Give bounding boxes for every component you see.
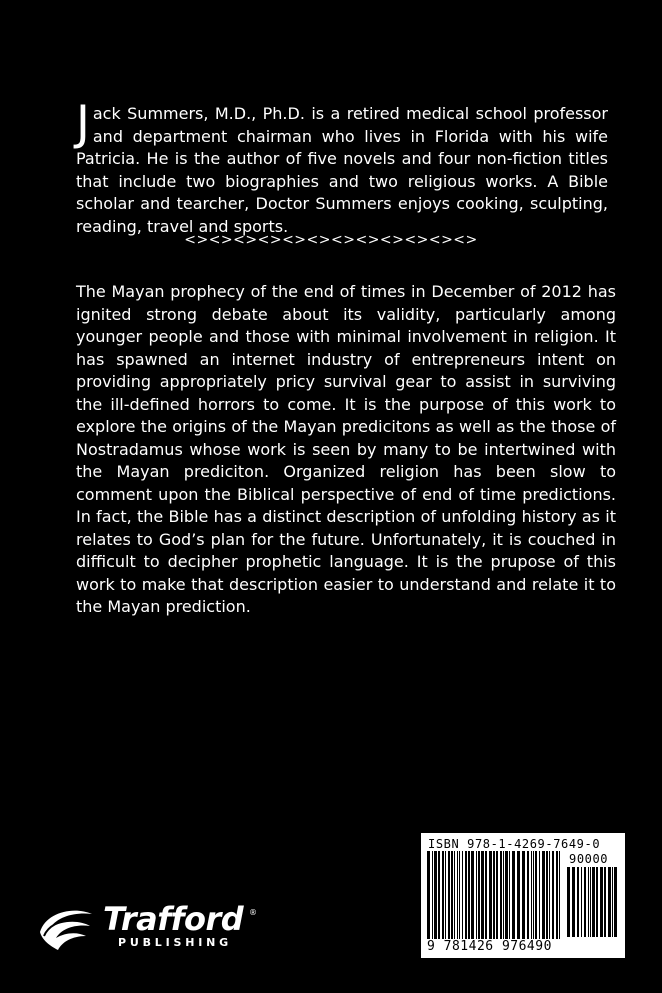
barcode-bar [577, 867, 579, 937]
publisher-subtitle: PUBLISHING [118, 936, 232, 949]
barcode-bar [462, 851, 463, 939]
barcode-bar [531, 851, 532, 939]
barcode-bar [596, 867, 598, 937]
barcode-bar [448, 851, 450, 939]
barcode-bar [493, 851, 495, 939]
barcode-bar [465, 851, 467, 939]
barcode-bar [588, 867, 589, 937]
barcode-bar [572, 867, 575, 937]
barcode-bar [451, 851, 453, 939]
barcode-bar [542, 851, 545, 939]
publisher-logo [36, 900, 276, 960]
publisher-name: Trafford [103, 900, 244, 938]
barcode-bar [445, 851, 446, 939]
barcode-bar [496, 851, 498, 939]
barcode-bars [427, 851, 563, 939]
barcode-bar [442, 851, 444, 939]
barcode-bar [592, 867, 595, 937]
barcode-addon-bars [567, 867, 619, 937]
author-bio [76, 96, 608, 238]
barcode-bar [432, 851, 433, 939]
barcode-bar [614, 867, 617, 937]
barcode-bar [539, 851, 540, 939]
bio-drop-cap: J [76, 96, 90, 151]
barcode-bar [517, 851, 520, 939]
book-description: The Mayan prophecy of the end of times in December of 2012 has ignited strong debate about its validity, particularly among younger people and those with minimal involvement in religion. It has spawned an internet industry of entrepreneurs intent on providing appropriately pricy survival gear to assist in surviving the ill-defined horrors to come. It is the purpose of this work to explore the origins of the Mayan predicitons as well as the those of Nostradamus whose work is seen by many to be intertwined with the Mayan prediciton. Organized religion has been slow to comment upon the Biblical perspective of end of time predictions. In fact, the Bible has a distinct description of unfolding history as it relates to God’s plan for the future. Unfortunately, it is couched in difficult to decipher prophetic language. It is the prupose of this work to make that description easier to understand and relate it to the Mayan prediction. [76, 282, 616, 616]
bio-text: ack Summers, M.D., Ph.D. is a retired medical school professor and department chairman who lives in Florida with his wife Patricia. He is the author of five novels and four non-fiction titles that include two biographies and two religious works. A Bible scholar and tearcher, Doctor Summers enjoys cooking, sculpting, reading, travel and sports. [76, 104, 608, 236]
barcode-bar [559, 851, 560, 939]
barcode-bar [459, 851, 460, 939]
barcode-bar [527, 851, 529, 939]
barcode-bar [503, 851, 504, 939]
barcode-bar [500, 851, 502, 939]
barcode-bar [509, 851, 510, 939]
barcode-bar [481, 851, 484, 939]
barcode-bar [522, 851, 525, 939]
barcode-bar [533, 851, 534, 939]
barcode-bar [552, 851, 554, 939]
publisher-swirl-icon [36, 902, 96, 954]
isbn-barcode [421, 833, 625, 958]
barcode-bar [471, 851, 474, 939]
barcode-bar [427, 851, 430, 939]
barcode-bar [590, 867, 591, 937]
barcode-bar [489, 851, 492, 939]
barcode-bar [468, 851, 470, 939]
barcode-bar [438, 851, 440, 939]
barcode-bar [454, 851, 455, 939]
section-divider: <><><><><><><><><><><><> [184, 232, 478, 248]
barcode-bar [535, 851, 537, 939]
barcode-bar [549, 851, 550, 939]
barcode-bar [581, 867, 582, 937]
barcode-bar [604, 867, 606, 937]
barcode-bar [476, 851, 477, 939]
barcode-bar [478, 851, 480, 939]
barcode-bar [612, 867, 613, 937]
barcode-bar [600, 867, 603, 937]
isbn-text: ISBN 978-1-4269-7649-0 [428, 837, 601, 851]
barcode-bar [584, 867, 586, 937]
barcode-bar [567, 867, 570, 937]
barcode-bar [512, 851, 515, 939]
barcode-bar [546, 851, 548, 939]
barcode-bar [556, 851, 558, 939]
barcode-bar [457, 851, 458, 939]
barcode-digits: 9 781426 976490 [427, 939, 552, 954]
registered-mark: ® [249, 908, 257, 917]
price-code: 90000 [569, 852, 609, 866]
barcode-bar [485, 851, 487, 939]
barcode-bar [434, 851, 437, 939]
barcode-bar [608, 867, 611, 937]
barcode-bar [505, 851, 508, 939]
